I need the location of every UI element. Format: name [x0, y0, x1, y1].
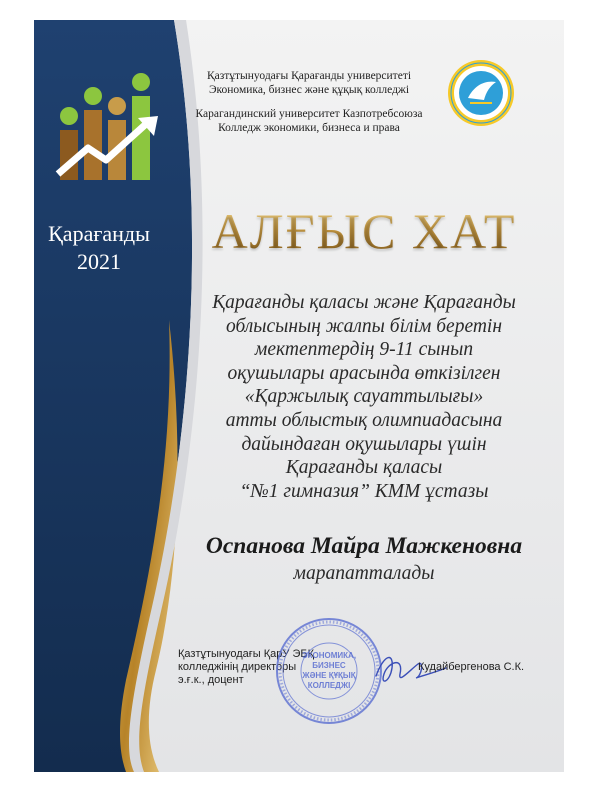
certificate: [34, 20, 564, 772]
organization-kazakh: [174, 70, 444, 97]
body-line: Қарағанды қаласы және Қарағанды: [212, 292, 516, 313]
org-kz-line2: Экономика, бизнес және құқық колледжі: [208, 83, 410, 96]
org-kz-line1: Қазтұтынуодағы Қарағанды университеті: [206, 70, 412, 82]
org-ru-line1: Карагандинский университет Казпотребсоюза: [195, 108, 423, 120]
body-line: дайындаған оқушылары үшін: [241, 433, 487, 455]
official-stamp: [274, 616, 384, 726]
signatory-line1: Қазтұтынуодағы ҚарУ ЭБҚ: [178, 648, 314, 660]
body-line: «Қаржылық сауаттылығы»: [244, 386, 484, 408]
certificate-body: [166, 291, 562, 503]
stamp-line3: ЖӘНЕ ҚҰҚЫҚ: [302, 671, 356, 680]
organization-russian: [174, 108, 444, 135]
signatory-name: Кудайбергенова С.К.: [418, 661, 525, 673]
year-label: 2021: [77, 249, 121, 274]
body-line: “№1 гимназия” КММ ұстазы: [239, 480, 489, 502]
university-emblem-icon: [446, 58, 516, 128]
stamp-line2: БИЗНЕС: [312, 661, 346, 670]
body-line: атты облыстық олимпиадасына: [225, 409, 503, 431]
certificate-title: АЛҒЫС ХАТ: [164, 202, 564, 260]
signatory-line3: э.ғ.к., доцент: [178, 674, 244, 686]
recipient-name: Оспанова Майра Мажкеновна: [205, 533, 523, 559]
signatory-line2: колледжінің директоры: [178, 661, 297, 673]
growth-chart-logo: [54, 66, 164, 186]
body-line: оқушылары арасында өткізілген: [227, 362, 501, 384]
city-label: Қарағанды: [48, 221, 150, 246]
city-year-block: [34, 220, 164, 276]
stamp-line4: КОЛЛЕДЖІ: [307, 681, 351, 690]
body-line: облысының жалпы білім беретін: [225, 315, 503, 337]
body-line: Қарағанды қаласы: [285, 457, 443, 479]
body-line: мектептердің 9-11 сынып: [254, 339, 474, 361]
stamp-line1: ЭКОНОМИКА,: [301, 651, 357, 660]
award-verb: марапатталады: [293, 563, 435, 584]
org-ru-line2: Колледж экономики, бизнеса и права: [218, 121, 400, 134]
